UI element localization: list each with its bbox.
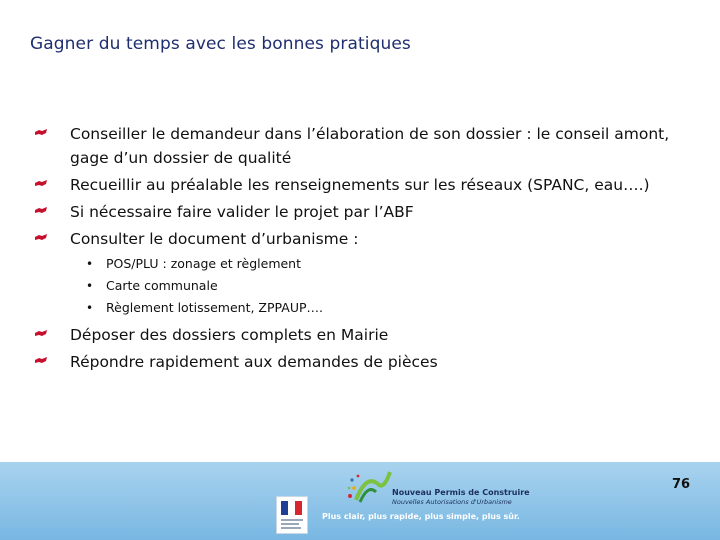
slide-title: Gagner du temps avec les bonnes pratiques [30, 34, 411, 54]
bullet-item [34, 350, 684, 374]
bullet-list [34, 122, 684, 377]
bullet-marker-icon [34, 178, 48, 188]
republique-francaise-logo [276, 496, 308, 534]
page-number: 76 [672, 477, 691, 492]
bullet-text: Consulter le document d’urbanisme : [70, 230, 359, 248]
footer-tagline: Plus clair, plus rapide, plus simple, plus sûr. [322, 512, 520, 521]
sub-bullet-item [70, 275, 684, 297]
bullet-marker-icon [34, 328, 48, 338]
bullet-text: Répondre rapidement aux demandes de pièces [70, 353, 438, 371]
footer-band [0, 462, 720, 540]
sub-bullet-dot-icon: • [86, 257, 94, 271]
bullet-item [34, 323, 684, 347]
sub-bullet-text: Carte communale [106, 278, 218, 293]
bullet-marker-icon [34, 127, 48, 137]
bullet-text: Déposer des dossiers complets en Mairie [70, 326, 389, 344]
permis-de-construire-logo [346, 466, 392, 506]
bullet-item [34, 122, 684, 170]
sub-bullet-item [70, 297, 684, 319]
bullet-marker-icon [34, 232, 48, 242]
bullet-marker-icon [34, 205, 48, 215]
sub-bullet-dot-icon: • [86, 279, 94, 293]
sub-bullet-list [70, 253, 684, 319]
bullet-text: Recueillir au préalable les renseignements sur les réseaux (SPANC, eau….) [70, 176, 650, 194]
sub-bullet-dot-icon: • [86, 301, 94, 315]
brand-name: Nouveau Permis de Construire [392, 488, 530, 497]
bullet-marker-icon [34, 355, 48, 365]
bullet-text: Si nécessaire faire valider le projet par l’ABF [70, 203, 414, 221]
bullet-item [34, 173, 684, 197]
bullet-text: Conseiller le demandeur dans l’élaboration de son dossier : le conseil amont, gage d’un dossier de qualité [70, 125, 670, 167]
bullet-item [34, 200, 684, 224]
brand-subtitle: Nouvelles Autorisations d'Urbanisme [392, 498, 512, 506]
sub-bullet-text: POS/PLU : zonage et règlement [106, 256, 302, 271]
sub-bullet-text: Règlement lotissement, ZPPAUP…. [106, 300, 323, 315]
sub-bullet-item [70, 253, 684, 275]
bullet-item [34, 227, 684, 319]
